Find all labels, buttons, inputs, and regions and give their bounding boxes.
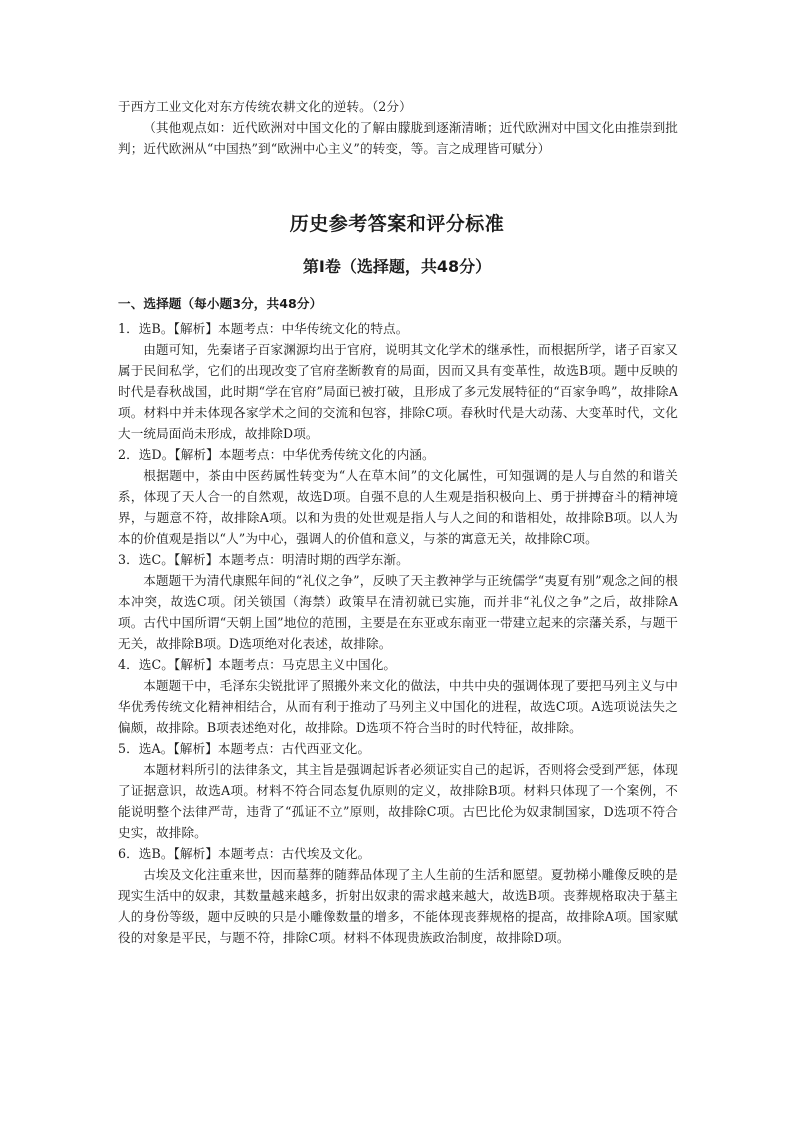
question-3-head: 3．选C。【解析】本题考点：明清时期的西学东渐。 bbox=[118, 552, 409, 567]
section-heading: 一、选择题（每小题3分，共48分） bbox=[118, 296, 323, 311]
page-subtitle: 第Ⅰ卷（选择题，共48分） bbox=[302, 257, 492, 276]
question-2-body: 根据题中，茶由中医药属性转变为“人在草木间”的文化属性，可知强调的是人与自然的和谐关系，体现了天人合一的自然观，故选D项。自强不息的人生观是指积极向上、勇于拼搏奋斗的精神境界，与题意不符，故排除A项。以和为贵的处世观是指人与人之间的和谐相处，故排除B项。以人为本的价值观是指以“人”为中心，强调人的价值和意义，与茶的寓意无关，故排除C项。 bbox=[118, 468, 678, 546]
page-title: 历史参考答案和评分标准 bbox=[289, 213, 505, 235]
question-1-head: 1．选B。【解析】本题考点：中华传统文化的特点。 bbox=[118, 321, 409, 336]
question-5-head: 5．选A。【解析】本题考点：古代西亚文化。 bbox=[118, 741, 371, 756]
question-6-head: 6．选B。【解析】本题考点：古代埃及文化。 bbox=[118, 846, 371, 861]
question-4-body: 本题题干中，毛泽东尖锐批评了照搬外来文化的做法，中共中央的强调体现了要把马列主义与中华优秀传统文化精神相结合，从而有利于推动了马列主义中国化的进程，故选C项。A选项说法失之偏颇，故排除。B项表述绝对化，故排除。D选项不符合当时的时代特征，故排除。 bbox=[118, 678, 678, 735]
answers-block bbox=[118, 293, 678, 948]
question-5-body: 本题材料所引的法律条文，其主旨是强调起诉者必须证实自己的起诉，否则将会受到严惩，体现了证据意识，故选A项。材料不符合同态复仇原则的定义，故排除B项。材料只体现了一个案例，不能说明整个法律严苛，违背了“孤证不立”原则，故排除C项。古巴比伦为奴隶制国家，D选项不符合史实，故排除。 bbox=[118, 762, 678, 840]
question-6-body: 古埃及文化注重来世，因而墓葬的随葬品体现了主人生前的生活和愿望。夏勃梯小雕像反映的是现实生活中的奴隶，其数量越来越多，折射出奴隶的需求越来越大，故选B项。丧葬规格取决于墓主人的身份等级，题中反映的只是小雕像数量的增多，不能体现丧葬规格的提高，故排除A项。国家赋役的对象是平民，与题不符，排除C项。材料不体现贵族政治制度，故排除D项。 bbox=[118, 867, 678, 945]
question-1-body: 由题可知，先秦诸子百家渊源均出于官府，说明其文化学术的继承性，而根据所学，诸子百家又属于民间私学，它们的出现改变了官府垄断教育的局面，因而又具有变革性，故选B项。题中反映的时代是春秋战国，此时期“学在官府”局面已被打破，且形成了多元发展特征的“百家争鸣”，故排除A项。材料中并未体现各家学术之间的交流和包容，排除C项。春秋时代是大动荡、大变革时代，文化大一统局面尚未形成，故排除D项。 bbox=[118, 342, 678, 441]
intro-line-2: （其他观点如：近代欧洲对中国文化的了解由朦胧到逐渐清晰；近代欧洲对中国文化由推崇到批判；近代欧洲从“中国热”到“欧洲中心主义”的转变，等。言之成理皆可赋分） bbox=[118, 120, 678, 156]
question-4-head: 4．选C。【解析】本题考点：马克思主义中国化。 bbox=[118, 657, 397, 672]
question-3-body: 本题题干为清代康熙年间的“礼仪之争”，反映了天主教神学与正统儒学“夷夏有别”观念之间的根本冲突，故选C项。闭关锁国（海禁）政策早在清初就已实施，而并非“礼仪之争”之后，故排除A项。古代中国所谓“天朝上国”地位的范围，主要是在东亚或东南亚一带建立起来的宗藩关系，与题干无关，故排除B项。D选项绝对化表述，故排除。 bbox=[118, 573, 678, 651]
intro-block bbox=[118, 96, 678, 159]
question-2-head: 2．选D。【解析】本题考点：中华优秀传统文化的内涵。 bbox=[118, 447, 435, 462]
intro-line-1: 于西方工业文化对东方传统农耕文化的逆转。（2分） bbox=[118, 99, 412, 114]
